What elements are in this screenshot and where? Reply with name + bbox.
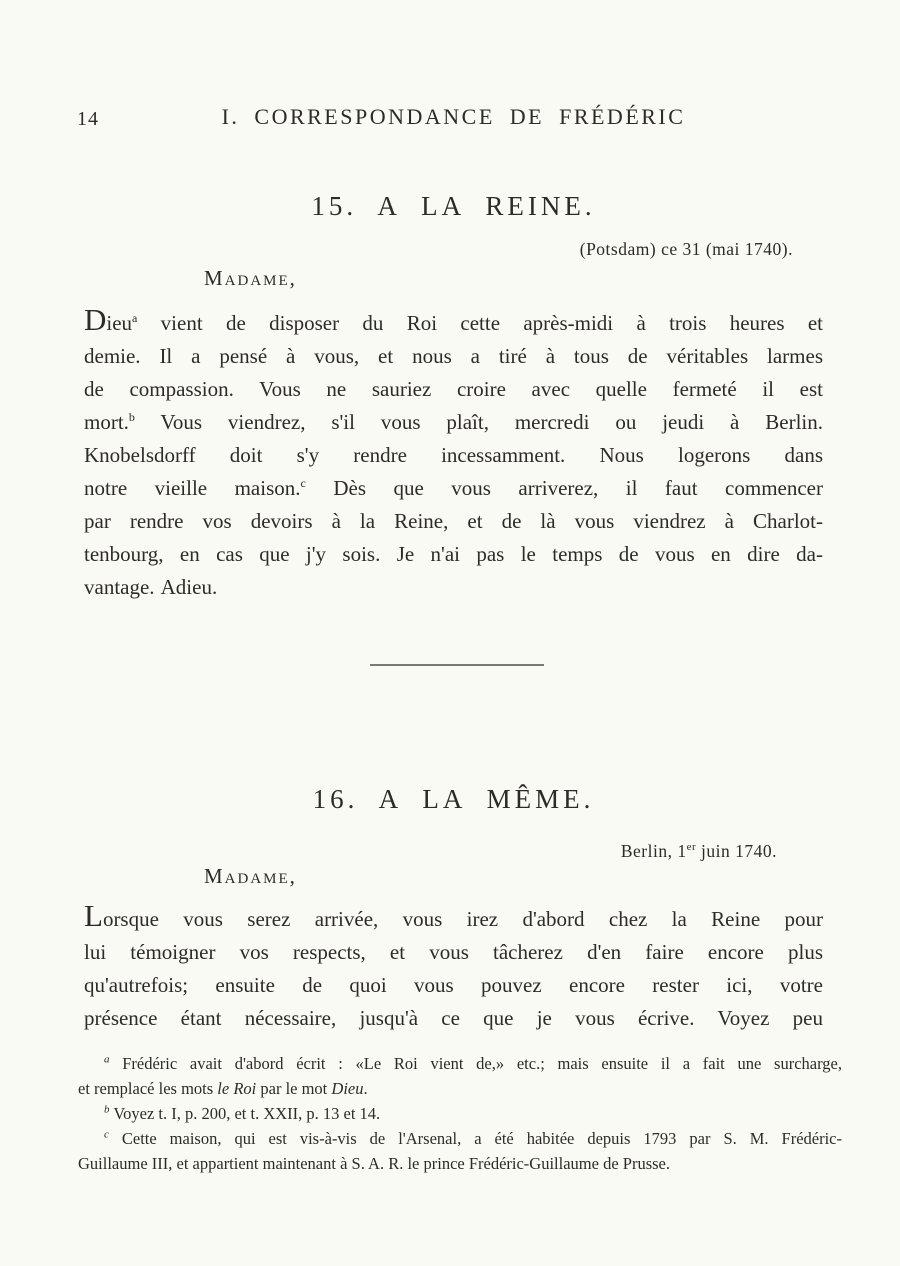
text-line: Lorsque vous serez arrivée, vous irez d'abord chez la Reine pour <box>84 898 823 933</box>
text-line: mort.$^b$ Vous viendrez, s'il vous plaît, mercredi ou jeudi à Berlin. <box>84 410 823 434</box>
section-divider-rule <box>370 664 544 666</box>
text-line: tenbourg, en cas que j'y sois. Je n'ai pas le temps de vous en dire da- <box>84 542 823 566</box>
letter-15-salutation: Madame, <box>204 266 297 290</box>
text-line: demie. Il a pensé à vous, et nous a tiré à tous de véritables larmes <box>84 344 823 368</box>
letter-16-salutation: Madame, <box>204 864 297 888</box>
text-line: présence étant nécessaire, jusqu'à ce que je vous écrive. Voyez peu <box>84 1006 823 1030</box>
text-line: lui témoigner vos respects, et vous tâcherez d'en faire encore plus <box>84 940 823 964</box>
letter-15-heading: 15. A LA REINE. <box>311 191 596 221</box>
page-number: 14 <box>77 108 99 130</box>
text-line: $^a$ Frédéric avait d'abord écrit : «Le Roi vient de,» etc.; mais ensuite il a fait une surcharge, <box>104 1053 842 1073</box>
footnotes-block <box>78 1051 842 1176</box>
letter-16-body <box>84 898 823 1035</box>
text-line: qu'autrefois; ensuite de quoi vous pouvez encore rester ici, votre <box>84 973 823 997</box>
letter-16-dateline: Berlin, 1er juin 1740. <box>620 841 777 861</box>
text-line: $^c$ Cette maison, qui est vis-à-vis de l'Arsenal, a été habitée depuis 1793 par S. M. Frédéric- <box>104 1128 842 1148</box>
text-line: Dieu$^a$ vient de disposer du Roi cette après-midi à trois heures et <box>84 302 823 337</box>
letter-16-heading: 16. A LA MÊME. <box>312 784 595 814</box>
running-title: I. CORRESPONDANCE DE FRÉDÉRIC <box>221 104 686 129</box>
footnote-c <box>78 1126 842 1176</box>
text-line: et remplacé les mots le Roi par le mot Dieu. <box>78 1079 368 1098</box>
letter-15-body <box>84 302 823 604</box>
text-line: Knobelsdorff doit s'y rendre incessamment. Nous logerons dans <box>84 443 823 467</box>
footnote-b <box>78 1101 842 1126</box>
text-line: notre vieille maison.$^c$ Dès que vous arriverez, il faut commencer <box>84 476 823 500</box>
footnote-a <box>78 1051 842 1101</box>
letter-15-dateline: (Potsdam) ce 31 (mai 1740). <box>579 239 793 259</box>
text-line: Guillaume III, et appartient maintenant à S. A. R. le prince Frédéric-Guillaume de Prusse. <box>78 1154 670 1173</box>
text-line: de compassion. Vous ne sauriez croire avec quelle fermeté il est <box>84 377 823 401</box>
text-line: vantage. Adieu. <box>84 575 218 599</box>
text-line: par rendre vos devoirs à la Reine, et de là vous viendrez à Charlot- <box>84 509 823 533</box>
text-line: $^b$ Voyez t. I, p. 200, et t. XXII, p. 13 et 14. <box>104 1103 381 1123</box>
